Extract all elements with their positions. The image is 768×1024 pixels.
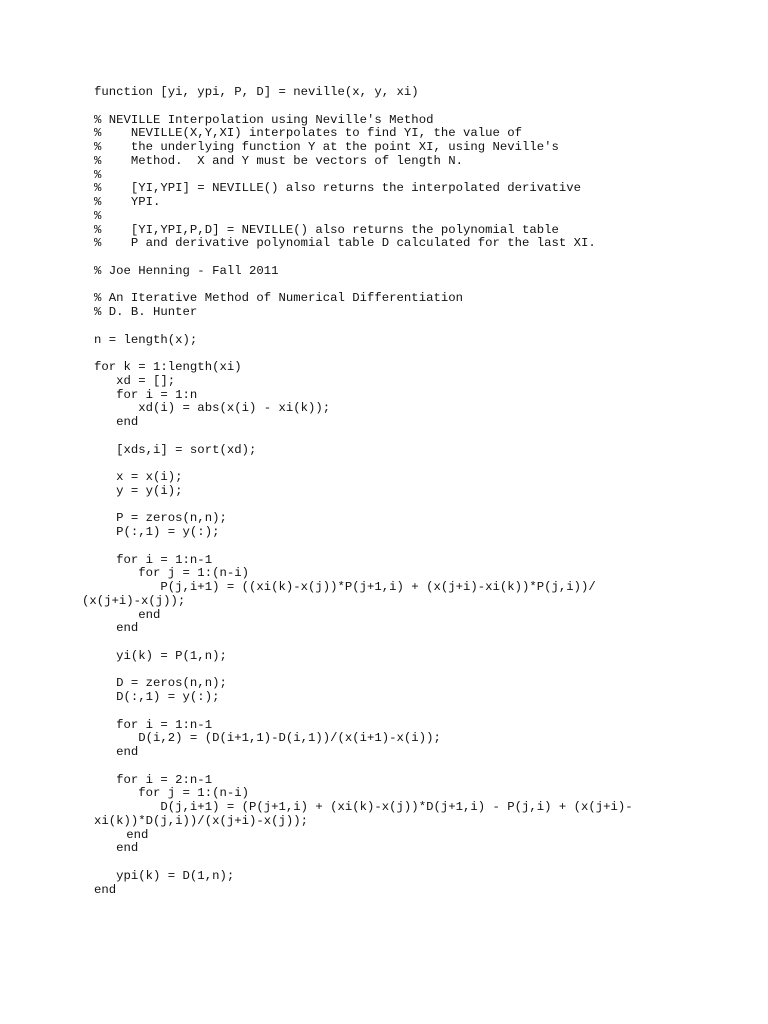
code-line: [94, 760, 633, 774]
code-line: % P and derivative polynomial table D calculated for the last XI.: [94, 236, 596, 251]
code-line: %: [94, 167, 102, 182]
code-line: for k = 1:length(xi): [94, 360, 242, 374]
code-line: for i = 1:n: [94, 387, 198, 402]
code-line: % YPI.: [94, 195, 161, 209]
code-line: y = y(i);: [94, 483, 183, 498]
code-line: P(j,i+1) = ((xi(k)-x(j))*P(j+1,i) + (x(j+i)-xi(k))*P(j,i))/: [94, 580, 596, 594]
code-line: [94, 251, 633, 265]
code-line: [94, 499, 633, 513]
code-line: [xds,i] = sort(xd);: [94, 442, 257, 457]
code-line: [94, 636, 633, 650]
code-line: % D. B. Hunter: [94, 305, 198, 319]
code-line: (x(j+i)-x(j));: [82, 593, 186, 608]
code-line: xd = [];: [94, 373, 176, 388]
code-line: x = x(i);: [94, 470, 183, 484]
code-line: end: [94, 415, 139, 429]
code-line: [94, 279, 633, 293]
code-line: for i = 1:n-1: [94, 552, 213, 567]
code-line: [94, 100, 633, 114]
code-line: end: [94, 841, 139, 856]
code-line: xd(i) = abs(x(i) - xi(k));: [94, 401, 331, 416]
code-line: D(i,2) = (D(i+1,1)-D(i,1))/(x(i+1)-x(i));: [94, 731, 441, 746]
code-line: % An Iterative Method of Numerical Differentiation: [94, 291, 463, 306]
code-line: for i = 1:n-1: [94, 717, 213, 732]
code-line: % the underlying function Y at the point XI, using Neville's: [94, 140, 559, 154]
code-line: [94, 664, 633, 678]
code-line: % [YI,YPI,P,D] = NEVILLE() also returns the polynomial table: [94, 222, 559, 237]
code-line: ypi(k) = D(1,n);: [94, 868, 235, 883]
code-line: for j = 1:(n-i): [94, 786, 249, 801]
code-line: [94, 430, 633, 444]
code-line: D(j,i+1) = (P(j+1,i) + (xi(k)-x(j))*D(j+1,i) - P(j,i) + (x(j+i)-: [94, 800, 633, 814]
code-line: end: [94, 745, 139, 759]
code-line: % Method. X and Y must be vectors of length N.: [94, 153, 463, 168]
code-line: P = zeros(n,n);: [94, 511, 227, 526]
code-line: for i = 2:n-1: [94, 772, 213, 787]
code-listing: [82, 85, 633, 897]
code-line: [94, 347, 633, 361]
code-line: function [yi, ypi, P, D] = neville(x, y, xi): [94, 85, 419, 99]
code-line: % NEVILLE Interpolation using Neville's Method: [94, 112, 434, 127]
code-line: end: [94, 607, 161, 622]
code-line: P(:,1) = y(:);: [94, 525, 220, 539]
code-line: % [YI,YPI] = NEVILLE() also returns the interpolated derivative: [94, 181, 582, 196]
code-line: for j = 1:(n-i): [94, 566, 249, 581]
code-line: [94, 856, 633, 870]
code-line: xi(k))*D(j,i))/(x(j+i)-x(j));: [94, 813, 309, 828]
code-line: end: [82, 827, 149, 842]
code-line: % Joe Henning - Fall 2011: [94, 263, 279, 278]
code-line: D(:,1) = y(:);: [94, 690, 220, 704]
code-line: %: [94, 208, 102, 223]
code-line: end: [94, 621, 139, 636]
code-line: [94, 320, 633, 334]
code-line: [94, 705, 633, 719]
code-line: [94, 457, 633, 471]
code-line: D = zeros(n,n);: [94, 676, 227, 691]
code-line: % NEVILLE(X,Y,XI) interpolates to find YI, the value of: [94, 126, 523, 141]
code-line: n = length(x);: [94, 332, 198, 347]
code-line: yi(k) = P(1,n);: [94, 648, 227, 663]
code-line: end: [94, 882, 117, 897]
code-line: [94, 540, 633, 554]
